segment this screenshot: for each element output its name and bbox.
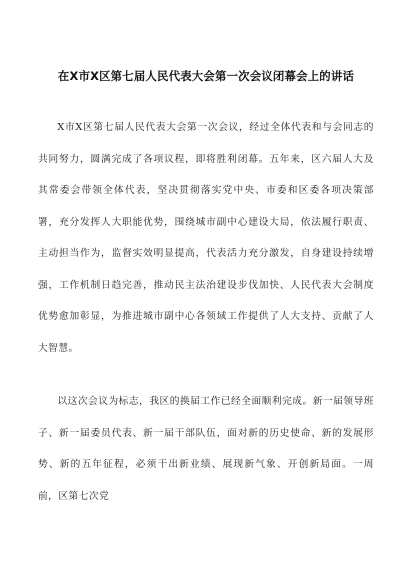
body-paragraph-2: 以这次会议为标志，我区的换届工作已经全面顺利完成。新一届领导班子、新一届委员代表、新一届干部队伍，面对新的历史使命、新的发展形势、新的五年征程，必须干出新业绩、展现新气象、开创新局面。一周前，区第七次党 <box>38 396 374 502</box>
document-title: 在X市X区第七届人民代表大会第一次会议闭幕会上的讲话 <box>57 69 355 83</box>
body-paragraph-1: X市X区第七届人民代表大会第一次会议，经过全体代表和与会同志的共同努力，圆满完成了各项议程，即将胜利闭幕。五年来，区六届人大及其常委会带领全体代表，坚决贯彻落实党中央、市委和区委各项决策部署，充分发挥人大职能优势，围绕城市副中心建设大局，依法履行职责、主动担当作为，监督实效明显提高，代表活力充分激发，自身建设持续增强，工作机制日趋完善，推动民主法治建设步伐加快、人民代表大会制度优势愈加彰显，为推进城市副中心各领域工作提供了人大支持、贡献了人大智慧。 <box>38 122 374 354</box>
